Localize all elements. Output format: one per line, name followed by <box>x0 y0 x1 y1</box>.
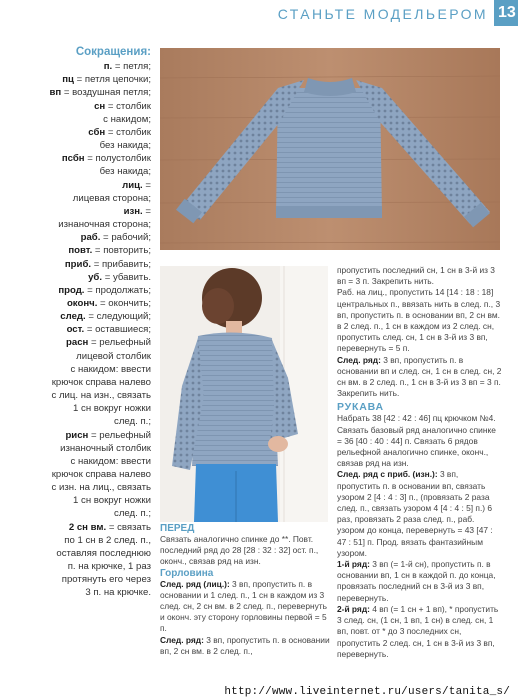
abbreviation-meaning: = рельефный <box>88 429 151 441</box>
abbreviation-meaning: = полустолбик <box>84 153 151 165</box>
abbreviation-meaning: изнаночный столбик <box>60 442 151 454</box>
row-2-text: 4 вп (= 1 сн + 1 вп), * пропустить 3 след. сн, (1 сн, 1 вп, 1 сн) в след. сн, 1 вп, повт. от * до 3 последних сн, пропустить 2 след. сн, 1 сн в 3-й из 3 вп, перевернуть. <box>337 603 499 659</box>
abbreviation-line <box>10 231 151 244</box>
continuation-2: Раб. на лиц., пропустить 14 [14 : 18 : 18] центральных п., ввязать нить в след. п., 3 вп, пропустить п. в основании вп, 2 сн вм. в 2 след. п., 1 сн в каждом из 2 след. сн, пропустить след. сн, 1 сн в 3-й из 3 вп, перевернуть = 5 п. <box>337 287 501 354</box>
abbreviation-meaning: по 1 сн в 2 след. п., <box>64 534 151 546</box>
abbreviation-line <box>10 218 151 231</box>
source-url[interactable]: http://www.liveinternet.ru/users/tanita_s/ <box>224 686 510 698</box>
abbreviation-term: 2 сн вм. <box>68 521 107 533</box>
abbreviation-meaning: = петля; <box>112 61 151 73</box>
abbreviation-meaning: след. п.; <box>114 508 151 520</box>
front-row-1-text: 3 вп, пропустить п. в основании и 1 след. п., 1 сн в каждом из 3 след. сн, 2 сн вм. в 2 след. п., перевернуть и оконч. эту сторону горловины первой = 5 п. <box>160 578 328 634</box>
abbreviation-line <box>10 179 151 192</box>
abbreviation-line <box>10 560 151 573</box>
abbreviation-meaning: = оставшиеся; <box>84 324 151 336</box>
abbreviation-term: лиц. <box>122 179 143 191</box>
abbreviation-meaning: = следующий; <box>85 311 151 323</box>
abbreviation-meaning: п. на крючке, 1 раз <box>67 561 151 573</box>
abbreviation-meaning: = рабочий; <box>100 232 151 244</box>
abbreviation-line <box>10 402 151 415</box>
abbreviation-term: п. <box>103 61 113 73</box>
abbreviation-line <box>10 455 151 468</box>
model-photo <box>160 266 328 522</box>
fasten-note: Закрепить нить. <box>337 388 400 399</box>
increase-row-label: След. ряд с приб. (изн.): <box>337 469 438 480</box>
abbreviation-line <box>10 152 151 165</box>
abbreviation-meaning: 3 п. на крючке. <box>85 587 151 599</box>
abbreviation-line <box>10 336 151 349</box>
front-row-1 <box>160 579 330 635</box>
front-title: ПЕРЕД <box>160 523 195 534</box>
abbreviation-line <box>10 507 151 520</box>
abbreviation-line <box>10 376 151 389</box>
abbreviation-meaning: = петля цепочки; <box>73 74 151 86</box>
page-number: 13 <box>494 0 518 26</box>
abbreviation-meaning: = повторить; <box>92 245 151 257</box>
abbreviation-meaning: = воздушная петля; <box>61 87 151 99</box>
front-intro: Связать аналогично спинке до **. Повт. последний ряд до 28 [28 : 32 : 32] ост. п., оконч., связав ряд на изн. <box>160 534 319 567</box>
abbreviation-term: ост. <box>66 324 85 336</box>
abbreviation-term: изн. <box>123 205 143 217</box>
abbreviation-term: вп <box>49 87 62 99</box>
abbreviation-meaning: без накида; <box>99 166 151 178</box>
abbreviation-term: повт. <box>68 245 93 257</box>
abbreviation-line <box>10 494 151 507</box>
abbreviation-meaning: протянуть его через <box>61 574 151 586</box>
abbreviation-line <box>10 60 151 73</box>
abbreviation-line <box>10 481 151 494</box>
abbreviation-line <box>10 165 151 178</box>
abbreviation-term: прод. <box>58 284 85 296</box>
abbreviation-line <box>10 389 151 402</box>
abbreviation-line <box>10 284 151 297</box>
abbreviation-line <box>10 429 151 442</box>
front-row-2 <box>160 635 330 657</box>
abbreviation-line <box>10 310 151 323</box>
abbreviation-meaning: = рельефный <box>88 337 151 349</box>
abbreviation-line <box>10 586 151 599</box>
abbreviation-term: расн <box>66 337 89 349</box>
abbreviation-line <box>10 534 151 547</box>
abbreviation-term: раб. <box>80 232 101 244</box>
front-section <box>160 523 330 657</box>
abbreviation-meaning: = продолжать; <box>84 284 151 296</box>
abbreviation-meaning: без накида; <box>99 140 151 152</box>
front-row-2-text: 3 вп, пропустить п. в основании вп, 2 сн вм. в 2 след. п., <box>160 634 330 656</box>
row-2 <box>337 604 502 660</box>
abbreviation-line <box>10 323 151 336</box>
abbreviation-meaning: крючок справа налево <box>51 469 151 480</box>
abbreviations-title: Сокращения: <box>75 46 151 58</box>
sleeves-title: РУКАВА <box>337 401 384 414</box>
section-title: СТАНЬТЕ МОДЕЛЬЕРОМ <box>277 6 488 22</box>
abbreviation-term: пц <box>62 74 74 86</box>
abbreviation-term: рисн <box>65 429 89 441</box>
abbreviation-term: сбн <box>88 126 106 138</box>
abbreviation-line <box>10 205 151 218</box>
row-1 <box>337 559 502 604</box>
abbreviation-line <box>10 73 151 86</box>
abbreviation-line <box>10 271 151 284</box>
abbreviation-meaning: = <box>142 179 151 191</box>
row-1-text: 3 вп (= 1-й сн), пропустить п. в основании вп, 1 сн в каждой п. до конца, провязать последний сн в 3-й из 3 вп, перевернуть. <box>337 559 496 603</box>
abbreviation-meaning: = прибавить; <box>91 258 151 270</box>
abbreviation-meaning: = связать <box>106 521 151 533</box>
abbreviation-meaning: = <box>142 205 151 217</box>
abbreviation-line <box>10 258 151 271</box>
abbreviation-term: оконч. <box>66 297 98 309</box>
abbreviation-meaning: оставляя последнюю <box>56 547 151 559</box>
abbreviation-meaning: = убавить. <box>102 271 151 283</box>
next-row-label: След. ряд: <box>337 354 381 365</box>
abbreviation-meaning: = столбик <box>105 126 151 138</box>
abbreviation-line <box>10 442 151 455</box>
increase-row-text: 3 вп, пропустить п. в основании вп, связать узором 2 [4 : 4 : 3] п., (провязать 2 раза след. п., связать узором 4 [4 : 4 : 5] п.) 6 раз, провязать 2 раза след. п., раб. узором до конца, перевернуть = 43 [47 : 47 : 51] п. Прод. вязать фантазийным узором. <box>337 469 493 558</box>
abbreviation-meaning: = столбик <box>105 100 151 112</box>
increase-row <box>337 469 502 559</box>
abbreviation-meaning: с изн. на лиц., связать <box>51 482 151 494</box>
next-row <box>337 355 502 389</box>
abbreviation-meaning: с накидом: ввести <box>70 363 151 375</box>
abbreviation-line <box>10 100 151 113</box>
abbreviation-term: псбн <box>61 153 85 165</box>
abbreviation-line <box>10 297 151 310</box>
abbreviation-line <box>10 573 151 586</box>
abbreviation-meaning: лицевой столбик <box>76 350 151 362</box>
abbreviation-meaning: след. п.; <box>114 416 151 428</box>
abbreviation-meaning: с лиц. на изн., связать <box>51 390 151 402</box>
next-row-text: 3 вп, пропустить п. в основании вп и след. сн, 1 сн в след. сн, 2 сн вм. в 2 след. п., 1 сн в 3-й из 3 вп = 3 п. <box>337 354 502 388</box>
continuation-1: пропустить последний сн, 1 сн в 3-й из 3 вп = 3 п. Закрепить нить. <box>337 265 495 287</box>
abbreviation-line <box>10 547 151 560</box>
abbreviation-meaning: изнаночная сторона; <box>58 219 151 231</box>
abbreviation-line <box>10 192 151 205</box>
abbreviation-line <box>10 350 151 363</box>
abbreviation-meaning: = окончить; <box>97 297 151 309</box>
abbreviation-meaning: с накидом; <box>103 113 151 125</box>
right-column <box>337 265 502 660</box>
front-row-1-label: След. ряд (лиц.): <box>160 578 230 589</box>
abbreviation-line <box>10 86 151 99</box>
abbreviations-panel <box>10 46 151 600</box>
abbreviation-line <box>10 521 151 534</box>
abbreviation-meaning: лицевая сторона; <box>72 192 151 204</box>
abbreviation-term: сн <box>94 100 106 112</box>
neck-title: Горловина <box>160 567 214 579</box>
abbreviation-line <box>10 363 151 376</box>
abbreviation-term: уб. <box>88 271 103 283</box>
abbreviation-line <box>10 244 151 257</box>
abbreviation-line <box>10 126 151 139</box>
abbreviation-meaning: с накидом: ввести <box>70 455 151 467</box>
sweater-flat-photo <box>160 48 500 250</box>
abbreviation-meaning: крючок справа налево <box>51 376 151 388</box>
abbreviation-line <box>10 415 151 428</box>
abbreviations-list <box>10 60 151 599</box>
abbreviation-meaning: 1 сн вокруг ножки <box>73 495 151 507</box>
abbreviation-term: приб. <box>64 258 92 270</box>
abbreviation-line <box>10 113 151 126</box>
abbreviation-line <box>10 139 151 152</box>
row-1-label: 1-й ряд: <box>337 559 370 570</box>
front-row-2-label: След. ряд: <box>160 634 204 645</box>
abbreviation-line <box>10 468 151 481</box>
abbreviation-term: след. <box>60 311 86 323</box>
row-2-label: 2-й ряд: <box>337 603 370 614</box>
sleeves-intro: Набрать 38 [42 : 42 : 46] пц крючком №4. Связать базовый ряд аналогично спинке = 36 [40 : 40 : 44] п. Связать 6 рядов рельефной аналогично спинке, оконч., связав ряд на изн. <box>337 413 496 469</box>
abbreviation-meaning: 1 сн вокруг ножки <box>73 403 151 415</box>
